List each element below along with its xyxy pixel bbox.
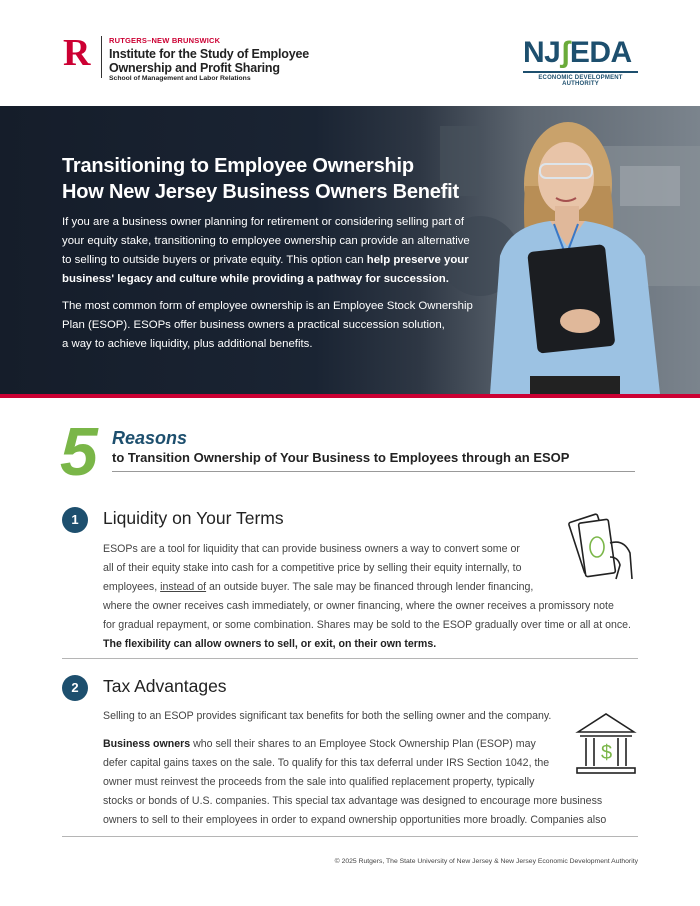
section-2-line1-bold: Business owners xyxy=(103,738,191,750)
section-2-line1 xyxy=(103,735,606,754)
section-1-line3 xyxy=(103,578,631,597)
hero-p2-line1: The most common form of employee ownership is an Employee Stock Ownership xyxy=(62,300,473,312)
rutgers-logo-letter: R xyxy=(63,35,91,67)
hero-title-line1: Transitioning to Employee Ownership xyxy=(62,155,414,177)
reasons-word: Reasons xyxy=(112,428,188,448)
copyright-footer: © 2025 Rutgers, The State University of New Jersey & New Jersey Economic Development Authority xyxy=(334,858,638,865)
dollar-sign-glyph: $ xyxy=(601,742,613,764)
njeda-full-name: ECONOMIC DEVELOPMENT AUTHORITY xyxy=(538,75,623,87)
red-divider-bar xyxy=(0,394,700,398)
hero-banner xyxy=(0,106,700,394)
section-2-line3: owner must reinvest the proceeds from the sale into qualified replacement property, typically xyxy=(103,776,535,788)
njeda-rule xyxy=(523,71,638,73)
institute-sub: School of Management and Labor Relations xyxy=(109,74,251,82)
institute-super: RUTGERS–NEW BRUNSWICK xyxy=(109,36,221,45)
section-1-number-badge: 1 xyxy=(62,507,88,533)
section-2-intro: Selling to an ESOP provides significant tax benefits for both the selling owner and the company. xyxy=(103,710,552,722)
hero-paragraph-1 xyxy=(62,213,492,289)
hero-p1-line1: If you are a business owner planning for retirement or considering selling part of xyxy=(62,216,465,228)
section-2-line1-text: who sell their shares to an Employee Stock Ownership Plan (ESOP) may xyxy=(190,738,536,750)
njeda-logo xyxy=(523,38,638,87)
section-1-line4: where the owner receives cash immediately, or owner financing, where the owner receives a promissory note xyxy=(103,600,614,612)
section-2-line4: stocks or bonds of U.S. companies. This special tax advantage was designed to encourage more business xyxy=(103,795,603,807)
hero-paragraph-2 xyxy=(62,297,492,354)
institute-line2: Ownership and Profit Sharing xyxy=(109,60,280,75)
hero-title-line2: How New Jersey Business Owners Benefit xyxy=(62,181,459,203)
hero-p1-line3 xyxy=(62,251,492,270)
hero-p2-line2: Plan (ESOP). ESOPs offer business owners a practical succession solution, xyxy=(62,319,445,331)
hero-p1-line2: your equity stake, transitioning to employee ownership can provide an alternative xyxy=(62,235,470,247)
section-1-line2: all of their equity stake into cash for a competitive price by selling their equity internally, to xyxy=(103,562,522,574)
institute-line1: Institute for the Study of Employee xyxy=(109,46,309,61)
section-1-line1: ESOPs are a tool for liquidity that can provide business owners a way to convert some or xyxy=(103,543,520,555)
reasons-subtitle: to Transition Ownership of Your Business to Employees through an ESOP xyxy=(112,450,570,465)
section-2-body xyxy=(103,735,606,830)
njeda-eda: EDA xyxy=(569,36,632,69)
hero-title xyxy=(62,153,459,205)
rutgers-r-logo xyxy=(62,35,100,67)
hero-p1-line3-bold: help preserve your xyxy=(366,254,469,266)
section-2-line5: owners to sell to their employees in order to expand ownership opportunities more broadly. Companies also xyxy=(103,814,607,826)
hero-p2-line3: a way to achieve liquidity, plus additional benefits. xyxy=(62,338,313,350)
section-1-line3-a: employees, xyxy=(103,581,161,593)
section-1-body xyxy=(103,540,631,654)
logo-divider xyxy=(101,36,102,78)
section-2-line2: defer capital gains taxes on the sale. To qualify for this tax deferral under IRS Section 1042, the xyxy=(103,757,550,769)
section-1-line6-bold: The flexibility can allow owners to sell, or exit, on their own terms. xyxy=(103,638,437,650)
section-2-number-badge: 2 xyxy=(62,675,88,701)
section-divider-1 xyxy=(62,658,638,659)
hero-p1-line4-bold: business' legacy and culture while providing a pathway for succession. xyxy=(62,273,449,285)
reasons-number: 5 xyxy=(60,414,98,490)
section-1-title: Liquidity on Your Terms xyxy=(103,508,284,528)
nj-state-icon: ʃ xyxy=(560,36,570,69)
page-header xyxy=(0,0,700,106)
hero-p1-line3-text: to selling to outside buyers or private equity. This option can xyxy=(62,254,367,266)
reasons-rule xyxy=(112,471,635,472)
institute-name-block xyxy=(109,37,309,82)
woman-with-tablet-photo xyxy=(470,106,700,394)
section-1-line3-underline: instead of xyxy=(160,581,207,593)
njeda-nj: NJ xyxy=(523,36,561,69)
section-1-line3-c: an outside buyer. The sale may be financed through lender financing, xyxy=(206,581,534,593)
section-2-title: Tax Advantages xyxy=(103,676,227,696)
footer-divider xyxy=(62,836,638,837)
section-1-line5: for gradual repayment, or some combination. Shares may be sold to the ESOP gradually over time or all at once. xyxy=(103,619,631,631)
